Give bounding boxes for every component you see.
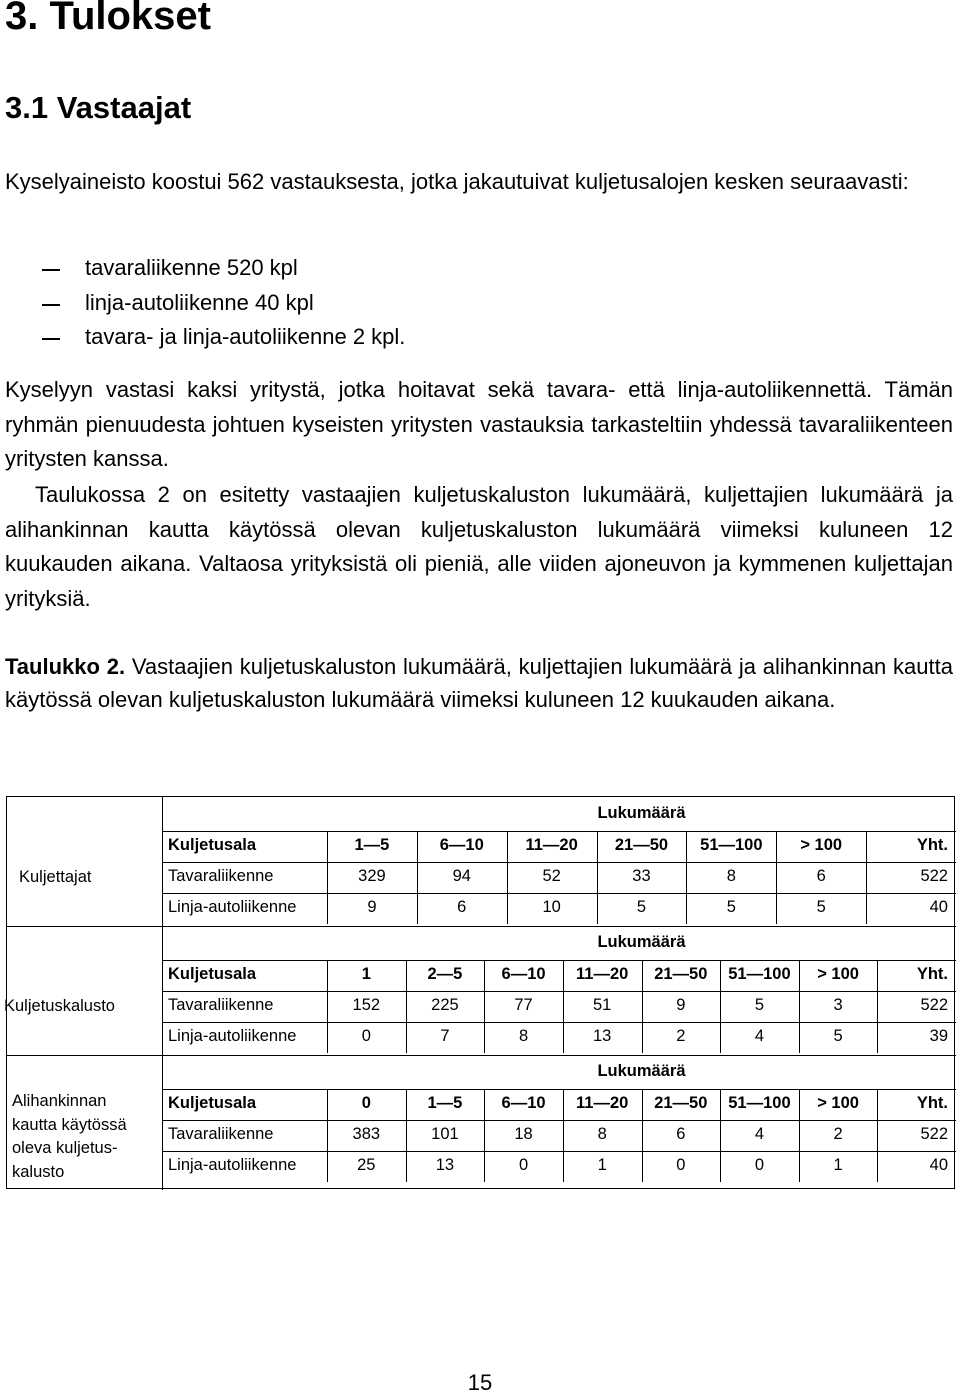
header-cell: 1 xyxy=(361,965,371,983)
header-cell: 51—100 xyxy=(728,965,791,983)
table-cell: 5 xyxy=(816,898,826,916)
column-divider xyxy=(642,991,643,1022)
paragraph-respondents: Kyselyyn vastasi kaksi yritystä, jotka hoitavat sekä tavara- että linja-autoliikennettä. Tämän ryhmän pienuudesta johtuen kyseisten yritysten vastauksia tarkasteltiin yhdessä tavaraliikenteen yritysten kanssa. xyxy=(5,377,953,471)
row-label: Linja-autoliikenne xyxy=(168,898,297,916)
column-divider xyxy=(799,991,800,1022)
column-divider xyxy=(720,1022,721,1053)
header-cell: 1—5 xyxy=(427,1094,463,1112)
column-divider xyxy=(877,1089,878,1120)
bullet-list xyxy=(5,251,405,355)
header-cell: 11—20 xyxy=(576,965,629,983)
header-cell: Kuljetusala xyxy=(168,1094,257,1112)
row-label: Tavaraliikenne xyxy=(168,996,274,1014)
column-divider xyxy=(866,831,867,862)
table-cell: 9 xyxy=(676,996,686,1014)
header-divider xyxy=(162,831,956,832)
caption-label: Taulukko 2. xyxy=(5,654,126,679)
column-divider xyxy=(776,831,777,862)
column-divider xyxy=(877,1151,878,1182)
row-label: Tavaraliikenne xyxy=(168,867,274,885)
table-cell: 18 xyxy=(514,1125,533,1143)
row-divider xyxy=(162,1120,956,1121)
table-cell: 522 xyxy=(920,867,948,885)
section-title: 3.1 Vastaajat xyxy=(5,90,192,125)
results-table xyxy=(6,796,955,1189)
row-divider xyxy=(162,1151,956,1152)
header-divider xyxy=(162,960,956,961)
column-divider xyxy=(642,1120,643,1151)
header-cell: > 100 xyxy=(817,1094,859,1112)
column-divider xyxy=(406,1151,407,1182)
table-cell: 13 xyxy=(435,1156,455,1174)
column-divider xyxy=(642,1022,643,1053)
header-cell: Yht. xyxy=(916,1094,948,1112)
row-divider xyxy=(162,862,956,863)
table-cell: 8 xyxy=(518,1027,529,1045)
page-title: 3. Tulokset xyxy=(5,0,211,38)
row-divider xyxy=(162,991,956,992)
table-cell: 6 xyxy=(816,867,826,885)
header-cell: 21—50 xyxy=(654,1094,708,1112)
table-cell: 52 xyxy=(542,867,561,885)
column-divider xyxy=(563,1089,564,1120)
column-divider xyxy=(877,960,878,991)
section-label: kalusto xyxy=(12,1162,65,1181)
lukumaara-heading: Lukumäärä xyxy=(597,933,686,951)
row-divider xyxy=(162,1022,956,1023)
column-divider xyxy=(563,1151,564,1182)
table-cell: 0 xyxy=(754,1156,765,1174)
table-cell: 6 xyxy=(676,1125,686,1143)
column-divider xyxy=(720,1120,721,1151)
section-label: oleva kuljetus- xyxy=(12,1139,118,1157)
section-label: Kuljettajat xyxy=(19,868,92,886)
header-cell: 6—10 xyxy=(501,1094,546,1112)
header-cell: Kuljetusala xyxy=(168,965,257,983)
table-cell: 8 xyxy=(726,867,736,885)
table-cell: 383 xyxy=(352,1125,381,1143)
lukumaara-heading: Lukumäärä xyxy=(597,1062,686,1080)
table-cell: 3 xyxy=(833,996,843,1014)
header-cell: Yht. xyxy=(916,965,948,983)
column-divider xyxy=(484,1022,485,1053)
column-divider xyxy=(776,893,777,924)
table-cell: 5 xyxy=(754,996,765,1014)
table-cell: 5 xyxy=(833,1027,843,1045)
list-item xyxy=(5,251,405,286)
header-divider xyxy=(162,1089,956,1090)
section-divider xyxy=(7,1055,956,1056)
column-divider xyxy=(866,893,867,924)
column-divider xyxy=(642,1151,643,1182)
column-divider xyxy=(327,893,328,924)
column-divider xyxy=(406,1089,407,1120)
row-label: Linja-autoliikenne xyxy=(168,1156,297,1174)
header-cell: Kuljetusala xyxy=(168,836,257,854)
table-cell: 39 xyxy=(929,1027,948,1045)
page-number: 15 xyxy=(467,1370,493,1395)
header-cell: > 100 xyxy=(817,965,859,983)
section-label: kautta käytössä xyxy=(12,1115,127,1134)
header-cell: 21—50 xyxy=(654,965,708,983)
header-cell: > 100 xyxy=(800,836,843,854)
table-cell: 0 xyxy=(676,1156,686,1174)
table-cell: 51 xyxy=(593,996,612,1014)
table-cell: 25 xyxy=(357,1156,376,1174)
column-divider xyxy=(484,960,485,991)
table-cell: 77 xyxy=(514,996,533,1014)
header-cell: 11—20 xyxy=(576,1094,629,1112)
table-cell: 5 xyxy=(726,898,736,916)
column-divider xyxy=(686,831,687,862)
table-cell: 94 xyxy=(452,867,471,885)
header-cell: 0 xyxy=(361,1094,371,1112)
column-divider xyxy=(507,831,508,862)
table-cell: 7 xyxy=(440,1027,450,1045)
column-divider xyxy=(484,1151,485,1182)
list-item-text: tavara- ja linja-autoliikenne 2 kpl. xyxy=(85,324,406,349)
list-item-text: tavaraliikenne 520 kpl xyxy=(85,255,298,280)
header-cell: 21—50 xyxy=(614,836,669,854)
section-divider xyxy=(7,926,956,927)
table-cell: 8 xyxy=(597,1125,607,1143)
column-divider xyxy=(720,960,721,991)
column-divider xyxy=(417,893,418,924)
table-cell: 4 xyxy=(754,1027,765,1045)
table-cell: 0 xyxy=(361,1027,371,1045)
table-cell: 40 xyxy=(929,1156,948,1174)
dash-icon xyxy=(42,269,60,271)
paragraph-table-intro: Taulukossa 2 on esitetty vastaajien kuljetuskaluston lukumäärä, kuljettajien lukumäärä ja alihankinnan kautta käytössä olevan kuljetuskaluston lukumäärä viimeksi kuluneen 12 kuukauden aikana. Valtaosa yrityksistä oli pieniä, alle viiden ajoneuvon ja kymmenen kuljettajan yrityksiä. xyxy=(5,482,953,611)
column-divider xyxy=(484,991,485,1022)
table-cell: 522 xyxy=(920,996,948,1014)
column-divider xyxy=(417,831,418,862)
column-divider xyxy=(642,1089,643,1120)
column-divider xyxy=(327,1089,328,1120)
section-label: Kuljetuskalusto xyxy=(4,997,115,1015)
column-divider xyxy=(877,1022,878,1053)
column-divider xyxy=(406,991,407,1022)
table-cell: 6 xyxy=(457,898,467,916)
header-cell: 51—100 xyxy=(728,1094,791,1112)
column-divider xyxy=(597,862,598,893)
column-divider xyxy=(597,893,598,924)
table-cell: 1 xyxy=(597,1156,607,1174)
column-divider xyxy=(720,1089,721,1120)
list-item xyxy=(5,320,405,355)
header-cell: 6—10 xyxy=(439,836,484,854)
section-label: Alihankinnan xyxy=(12,1092,107,1110)
row-divider xyxy=(162,893,956,894)
header-cell: 11—20 xyxy=(525,836,578,854)
column-divider xyxy=(686,893,687,924)
column-divider xyxy=(563,960,564,991)
column-divider xyxy=(799,1089,800,1120)
column-divider xyxy=(720,1151,721,1182)
column-divider xyxy=(507,862,508,893)
column-divider xyxy=(877,1120,878,1151)
column-divider xyxy=(507,893,508,924)
column-divider xyxy=(642,960,643,991)
column-divider xyxy=(563,991,564,1022)
header-cell: 6—10 xyxy=(501,965,546,983)
column-divider xyxy=(776,862,777,893)
table-cell: 33 xyxy=(632,867,651,885)
column-divider xyxy=(406,1022,407,1053)
table-cell: 101 xyxy=(431,1125,459,1143)
column-divider xyxy=(799,1022,800,1053)
header-cell: 1—5 xyxy=(354,836,390,854)
column-divider xyxy=(327,960,328,991)
column-divider xyxy=(417,862,418,893)
column-divider xyxy=(406,960,407,991)
dash-icon xyxy=(42,304,60,306)
header-cell: 51—100 xyxy=(700,836,763,854)
column-divider xyxy=(597,831,598,862)
table-cell: 152 xyxy=(352,996,381,1014)
table-cell: 10 xyxy=(542,898,561,916)
caption-text: Vastaajien kuljetuskaluston lukumäärä, kuljettajien lukumäärä ja alihankinnan kautta käytössä olevan kuljetuskaluston lukumäärä viimeksi kuluneen 12 kuukauden aikana. xyxy=(5,654,953,712)
column-divider xyxy=(866,862,867,893)
column-divider xyxy=(686,862,687,893)
table-cell: 522 xyxy=(920,1125,948,1143)
table-caption xyxy=(5,650,953,716)
column-divider xyxy=(799,1120,800,1151)
table-cell: 4 xyxy=(754,1125,765,1143)
table-cell: 0 xyxy=(518,1156,529,1174)
table-cell: 9 xyxy=(367,898,377,916)
header-cell: 2—5 xyxy=(427,965,463,983)
column-divider xyxy=(327,1151,328,1182)
list-item xyxy=(5,286,405,321)
table-divider xyxy=(162,797,163,1190)
table-cell: 2 xyxy=(833,1125,843,1143)
dash-icon xyxy=(42,338,60,340)
column-divider xyxy=(563,1120,564,1151)
column-divider xyxy=(484,1089,485,1120)
column-divider xyxy=(327,831,328,862)
column-divider xyxy=(799,960,800,991)
column-divider xyxy=(406,1120,407,1151)
table-cell: 40 xyxy=(929,898,948,916)
list-item-text: linja-autoliikenne 40 kpl xyxy=(85,289,314,315)
column-divider xyxy=(877,991,878,1022)
table-cell: 329 xyxy=(358,867,386,885)
table-cell: 5 xyxy=(636,898,647,916)
column-divider xyxy=(563,1022,564,1053)
column-divider xyxy=(327,991,328,1022)
column-divider xyxy=(327,1022,328,1053)
row-label: Linja-autoliikenne xyxy=(168,1027,297,1045)
column-divider xyxy=(327,862,328,893)
column-divider xyxy=(799,1151,800,1182)
table-cell: 13 xyxy=(593,1027,612,1045)
column-divider xyxy=(327,1120,328,1151)
table-cell: 225 xyxy=(431,996,459,1014)
column-divider xyxy=(484,1120,485,1151)
table-cell: 2 xyxy=(676,1027,686,1045)
header-cell: Yht. xyxy=(916,836,948,854)
table-cell: 1 xyxy=(833,1156,843,1174)
lukumaara-heading: Lukumäärä xyxy=(597,804,686,822)
column-divider xyxy=(720,991,721,1022)
paragraph-intro: Kyselyaineisto koostui 562 vastauksesta, jotka jakautuivat kuljetusalojen kesken seuraavasti: xyxy=(5,169,909,194)
row-label: Tavaraliikenne xyxy=(168,1125,274,1143)
